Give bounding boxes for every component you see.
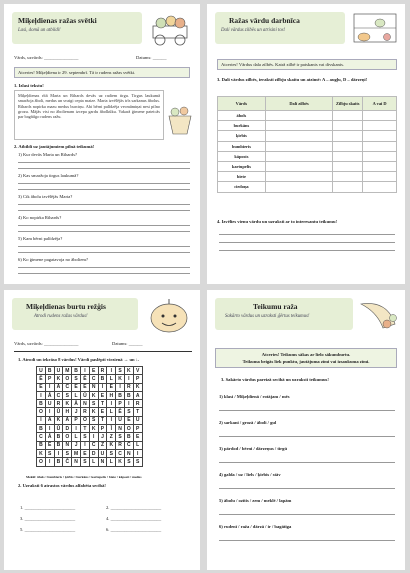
grid-cell[interactable]: I	[80, 367, 89, 375]
answer-line[interactable]	[18, 168, 190, 169]
grid-cell[interactable]: I	[116, 383, 125, 391]
page-title: Miķeļdienas ražas svētki	[18, 16, 97, 25]
answer-line[interactable]	[219, 540, 395, 541]
grid-cell[interactable]: K	[37, 449, 46, 457]
grid-cell[interactable]: K	[116, 458, 125, 466]
grid-cell[interactable]: E	[89, 367, 98, 375]
syllable-cell[interactable]	[265, 161, 333, 171]
title-banner	[12, 298, 138, 330]
date-field[interactable]: Datums: ______	[112, 341, 143, 346]
answer-line[interactable]	[219, 410, 395, 411]
answer-line[interactable]	[18, 183, 190, 184]
sentence-item: 2) sarkani / grozā / āboli / gul	[219, 420, 277, 425]
count-cell[interactable]	[333, 172, 363, 182]
grid-cell[interactable]: I	[124, 400, 133, 408]
grid-cell[interactable]: I	[124, 375, 133, 383]
grid-cell[interactable]: U	[45, 400, 54, 408]
grid-cell[interactable]: Ē	[45, 441, 54, 449]
worksheet-page-3	[4, 290, 200, 570]
grid-cell[interactable]: N	[124, 449, 133, 457]
answer-slot[interactable]: 3. ______________________	[20, 516, 76, 521]
grid-cell[interactable]: C	[89, 441, 98, 449]
grid-cell[interactable]: Z	[107, 433, 116, 441]
pumpkin-shelf-illustration	[350, 8, 400, 48]
grid-cell[interactable]: P	[133, 375, 142, 383]
answer-slot[interactable]: 6. ______________________	[106, 527, 162, 532]
grid-cell[interactable]: U	[116, 416, 125, 424]
grid-cell[interactable]: I	[107, 367, 116, 375]
task-3-heading: 3. Sakārto vārdus pareizā secībā un uzraksti teikumus!	[221, 377, 329, 382]
grid-cell[interactable]: O	[37, 458, 46, 466]
grid-cell[interactable]: Č	[63, 458, 72, 466]
count-cell[interactable]	[333, 151, 363, 161]
syllable-cell[interactable]	[265, 151, 333, 161]
task-1-heading: 1. Atrodi un iekrāso 8 vārdus! Vārdi paslēpti virzienā → un ↓.	[18, 357, 140, 362]
grid-cell[interactable]: I	[72, 425, 81, 433]
answer-line[interactable]	[18, 231, 190, 232]
notice-box	[217, 59, 397, 70]
notice-text: Atceries! Miķeļdiena ir 29. septembrī. Tā ir rudens ražas svētki.	[18, 70, 136, 75]
type-cell[interactable]	[363, 141, 397, 151]
grid-cell[interactable]: A	[45, 416, 54, 424]
word-cell: kartupelis	[218, 161, 266, 171]
grid-cell[interactable]: B	[116, 391, 125, 399]
answer-slot[interactable]: 2. ______________________	[106, 505, 162, 510]
grid-cell[interactable]: Ē	[116, 408, 125, 416]
grid-cell[interactable]: Ū	[54, 408, 63, 416]
grid-cell[interactable]: L	[133, 441, 142, 449]
syllable-cell[interactable]	[265, 121, 333, 131]
worksheet-page-4	[207, 290, 405, 570]
grid-cell[interactable]: S	[89, 416, 98, 424]
grid-cell[interactable]: R	[98, 367, 107, 375]
answer-line[interactable]	[18, 273, 190, 274]
grid-cell[interactable]: I	[45, 458, 54, 466]
grid-cell[interactable]: C	[37, 433, 46, 441]
table-row	[218, 182, 397, 192]
grid-cell[interactable]: K	[89, 425, 98, 433]
name-field[interactable]: Vārds, uzvārds: _______________	[14, 55, 79, 60]
grid-cell[interactable]: L	[107, 375, 116, 383]
grid-cell[interactable]: O	[63, 375, 72, 383]
answer-line[interactable]	[18, 204, 190, 205]
grid-row	[37, 400, 143, 408]
grid-cell[interactable]: E	[80, 383, 89, 391]
grid-cell[interactable]: S	[45, 449, 54, 457]
notice-line-2: Teikuma beigās liek punktu, jautājuma zīmi vai izsaukuma zīmi.	[242, 359, 370, 364]
grid-cell[interactable]: B	[45, 367, 54, 375]
grid-cell[interactable]: I	[80, 441, 89, 449]
answer-line[interactable]	[219, 514, 395, 515]
grid-cell[interactable]: B	[72, 367, 81, 375]
grid-cell[interactable]: B	[124, 433, 133, 441]
type-cell[interactable]	[363, 182, 397, 192]
grid-cell[interactable]: R	[54, 400, 63, 408]
grid-cell[interactable]: K	[107, 441, 116, 449]
grid-cell[interactable]: I	[107, 416, 116, 424]
grid-row	[37, 367, 143, 375]
sentence-item: 1) klasi / Miķeļdienā / rotājam / mēs	[219, 394, 290, 399]
answer-line[interactable]	[18, 189, 190, 190]
column-header: Zilbju skaits	[333, 97, 363, 111]
sentence-item: 5) ābolu / ozītis / zem / meklē / lapām	[219, 498, 292, 503]
grid-cell[interactable]: K	[133, 383, 142, 391]
grid-cell[interactable]: K	[124, 367, 133, 375]
question-1: 1) Kur devās Marta un Rihards?	[18, 152, 78, 157]
table-row	[218, 121, 397, 131]
grid-cell[interactable]: O	[37, 408, 46, 416]
grid-cell[interactable]: B	[54, 458, 63, 466]
syllable-cell[interactable]	[265, 111, 333, 121]
page-subtitle: Lasi, domā un atbildi!	[18, 28, 61, 33]
grid-cell[interactable]: B	[54, 433, 63, 441]
type-cell[interactable]	[363, 121, 397, 131]
count-cell[interactable]	[333, 182, 363, 192]
grid-cell[interactable]: Ē	[80, 375, 89, 383]
grid-cell[interactable]: S	[80, 458, 89, 466]
grid-cell[interactable]: U	[98, 449, 107, 457]
grid-cell[interactable]: I	[107, 400, 116, 408]
grid-cell[interactable]: N	[116, 425, 125, 433]
grid-cell[interactable]: D	[89, 449, 98, 457]
page-title: Ražas vārdu darbnīca	[229, 16, 300, 25]
sentence-item: 3) pārdod / bērni / dārzeņus / tirgū	[219, 446, 288, 451]
grid-cell[interactable]: R	[133, 400, 142, 408]
count-cell[interactable]	[333, 121, 363, 131]
word-cell: burkāns	[218, 121, 266, 131]
letter-grid	[36, 366, 143, 467]
grid-row	[37, 425, 143, 433]
syllable-cell[interactable]	[265, 131, 333, 141]
cornucopia-illustration	[357, 294, 401, 334]
grid-cell[interactable]: L	[107, 458, 116, 466]
answer-line[interactable]	[219, 436, 395, 437]
grid-cell[interactable]: L	[107, 408, 116, 416]
word-bank: Meklē: ābols • bumbieris • ķirbis • burkāns • kartupelis • biete • kāposti • medus	[26, 475, 142, 479]
notice-box	[215, 348, 397, 368]
table-row	[218, 161, 397, 171]
grid-cell[interactable]: C	[89, 375, 98, 383]
word-cell: kāposts	[218, 151, 266, 161]
grid-cell[interactable]: B	[37, 425, 46, 433]
grid-cell[interactable]: Ā	[72, 400, 81, 408]
syllable-table	[217, 96, 397, 193]
grid-cell[interactable]: O	[124, 425, 133, 433]
grid-cell[interactable]: P	[116, 400, 125, 408]
grid-row	[37, 383, 143, 391]
grid-cell[interactable]: K	[54, 416, 63, 424]
date-field[interactable]: Datums: ______	[136, 55, 167, 60]
word-cell: ciedoņa	[218, 182, 266, 192]
answer-line[interactable]	[219, 488, 395, 489]
grid-cell[interactable]: S	[107, 449, 116, 457]
question-3: 3) Cik ābolu izvēlējās Marta?	[18, 194, 73, 199]
table-row	[218, 131, 397, 141]
grid-cell[interactable]: K	[63, 400, 72, 408]
grid-cell[interactable]: J	[72, 441, 81, 449]
task-2-heading: 2. Atbildi uz jautājumiem pilnā teikumā!	[14, 144, 95, 149]
grid-cell[interactable]: E	[133, 433, 142, 441]
grid-cell[interactable]: E	[98, 408, 107, 416]
page-subtitle: Sakārto vārdus un uzraksti ģērtus teikumus!	[225, 314, 310, 319]
grid-cell[interactable]: N	[80, 400, 89, 408]
grid-cell[interactable]: I	[45, 408, 54, 416]
type-cell[interactable]	[363, 151, 397, 161]
grid-cell[interactable]: P	[133, 425, 142, 433]
grid-row	[37, 433, 143, 441]
grid-cell[interactable]: J	[72, 408, 81, 416]
grid-cell[interactable]: B	[124, 391, 133, 399]
grid-cell[interactable]: M	[72, 449, 81, 457]
grid-cell[interactable]: E	[37, 383, 46, 391]
grid-cell[interactable]: J	[98, 433, 107, 441]
grid-cell[interactable]: I	[54, 449, 63, 457]
notice-text: Atceries! Vārdus dala zilbēs. Katrā zilbē ir patskanis vai divskanis.	[221, 62, 345, 67]
answer-line[interactable]	[219, 234, 395, 235]
page-title: Teikumu raža	[253, 302, 298, 311]
grid-cell[interactable]: Č	[124, 441, 133, 449]
worksheet-page-1	[4, 4, 200, 284]
grid-cell[interactable]: U	[133, 416, 142, 424]
grid-cell[interactable]: E	[98, 391, 107, 399]
grid-cell[interactable]: M	[63, 367, 72, 375]
grid-cell[interactable]: I	[37, 391, 46, 399]
story-text: Miķeļdienas rītā Marta un Rihards devās uz radiem tirgu. Tirgus laukumā smaržoja āboli, medus un svaigi cepta maize. Marta izvēlējās trīs sarkanus ābolus. Rihards nopirka mazu medus burciņu. Abi bērni palīdzēja vecmāmiņai nest pilno grozu. Mājās visi no ābolienam izcepa gardu ābolkūku. Vakarā ģimene pateicās par bagātīgo rudens ražu.	[14, 90, 164, 140]
grid-cell[interactable]: Ā	[45, 433, 54, 441]
grid-cell[interactable]: E	[72, 383, 81, 391]
grid-cell[interactable]: L	[89, 458, 98, 466]
grid-cell[interactable]: S	[133, 458, 142, 466]
grid-cell[interactable]: Ē	[37, 375, 46, 383]
grid-cell[interactable]: R	[116, 441, 125, 449]
grid-cell[interactable]: R	[80, 408, 89, 416]
grid-cell[interactable]: A	[63, 416, 72, 424]
question-6: 6) Ko ģimene pagatavoja no āboliem?	[18, 257, 89, 262]
answer-slot[interactable]: 1. ______________________	[20, 505, 76, 510]
grid-cell[interactable]: E	[124, 416, 133, 424]
syllable-cell[interactable]	[265, 182, 333, 192]
grid-cell[interactable]: T	[98, 400, 107, 408]
grid-cell[interactable]: B	[98, 375, 107, 383]
pumpkin-character-illustration	[142, 294, 196, 336]
grid-cell[interactable]: I	[37, 416, 46, 424]
grid-cell[interactable]: O	[80, 416, 89, 424]
grid-cell[interactable]: K	[89, 408, 98, 416]
grid-cell[interactable]: Ī	[107, 425, 116, 433]
word-cell: ābols	[218, 111, 266, 121]
grid-cell[interactable]: P	[98, 425, 107, 433]
grid-cell[interactable]: Ū	[54, 425, 63, 433]
task-4-heading: 4. Izvēlies vienu vārdu un uzraksti ar to interesantu teikumu!	[217, 219, 338, 224]
grid-cell[interactable]: D	[63, 425, 72, 433]
word-cell: bumbieris	[218, 141, 266, 151]
grid-row	[37, 416, 143, 424]
answer-slot[interactable]: 4. ______________________	[106, 516, 162, 521]
grid-cell[interactable]: I	[89, 433, 98, 441]
harvest-wagon-illustration	[147, 8, 195, 48]
grid-cell[interactable]: H	[107, 391, 116, 399]
column-header: Vārds	[218, 97, 266, 111]
type-cell[interactable]	[363, 172, 397, 182]
count-cell[interactable]	[333, 161, 363, 171]
grid-cell[interactable]: S	[63, 449, 72, 457]
grid-cell[interactable]: N	[89, 383, 98, 391]
count-cell[interactable]	[333, 131, 363, 141]
column-header: Dalī zilbēs	[265, 97, 333, 111]
grid-cell[interactable]: B	[37, 400, 46, 408]
sentence-item: 6) rudenī / raža / dārzā / ir / bagātīga	[219, 524, 292, 529]
grid-cell[interactable]: I	[133, 449, 142, 457]
table-row	[218, 151, 397, 161]
grid-cell[interactable]: Z	[98, 441, 107, 449]
grid-row	[37, 449, 143, 457]
grid-cell[interactable]: C	[116, 449, 125, 457]
grid-cell[interactable]: P	[72, 416, 81, 424]
question-5: 5) Kam bērni palīdzēja?	[18, 236, 63, 241]
answer-line[interactable]	[219, 250, 395, 251]
grid-row	[37, 408, 143, 416]
count-cell[interactable]	[333, 141, 363, 151]
grid-cell[interactable]: O	[63, 433, 72, 441]
grid-cell[interactable]: A	[133, 391, 142, 399]
syllable-cell[interactable]	[265, 172, 333, 182]
title-banner	[12, 12, 142, 44]
grid-row	[37, 458, 143, 466]
table-row	[218, 172, 397, 182]
task-2-heading: 2. Uzraksti 6 atrastos vārdus alfabēta secībā!	[18, 483, 106, 488]
answer-line[interactable]	[219, 462, 395, 463]
count-cell[interactable]	[333, 111, 363, 121]
grid-cell[interactable]: Ā	[54, 383, 63, 391]
grid-cell[interactable]: Ū	[80, 391, 89, 399]
syllable-cell[interactable]	[265, 141, 333, 151]
answer-line[interactable]	[18, 246, 190, 247]
grid-cell[interactable]: T	[80, 425, 89, 433]
task-3-heading: 3. Dali vārdus zilbēs, ieraksti zilbju skaitu un atzīmē: A – augļu, D – dārzeņi!	[217, 77, 368, 82]
answer-line[interactable]	[18, 252, 190, 253]
grid-cell[interactable]: K	[54, 375, 63, 383]
word-cell: ķirbis	[218, 131, 266, 141]
column-header: A vai D	[363, 97, 397, 111]
grid-cell[interactable]: S	[72, 375, 81, 383]
grid-cell[interactable]: Ā	[45, 391, 54, 399]
grid-cell[interactable]: N	[72, 458, 81, 466]
type-cell[interactable]	[363, 131, 397, 141]
grid-cell[interactable]: N	[63, 441, 72, 449]
fruit-basket-illustration	[166, 90, 194, 140]
grid-cell[interactable]: K	[89, 391, 98, 399]
grid-cell[interactable]: U	[54, 367, 63, 375]
page-subtitle: Dali vārdus zilbēs un atrisini tos!	[221, 28, 286, 33]
grid-cell[interactable]: T	[133, 408, 142, 416]
type-cell[interactable]	[363, 161, 397, 171]
grid-cell[interactable]: I	[45, 425, 54, 433]
sentence-item: 4) galda / uz / liels / ķirbis / stāv	[219, 472, 281, 477]
grid-cell[interactable]: S	[63, 391, 72, 399]
grid-cell[interactable]: U	[37, 367, 46, 375]
title-banner	[215, 12, 345, 44]
task-1-heading: 1. Izlasi tekstu!	[14, 83, 44, 88]
grid-cell[interactable]: Ē	[107, 383, 116, 391]
worksheet-page-2	[207, 4, 405, 284]
grid-cell[interactable]: S	[80, 433, 89, 441]
answer-line[interactable]	[18, 267, 190, 268]
question-4: 4) Ko nopirka Rihards?	[18, 215, 62, 220]
grid-cell[interactable]: I	[98, 383, 107, 391]
answer-line[interactable]	[18, 225, 190, 226]
answer-line[interactable]	[18, 162, 190, 163]
grid-cell[interactable]: N	[98, 458, 107, 466]
grid-cell[interactable]: S	[124, 408, 133, 416]
grid-cell[interactable]: L	[72, 391, 81, 399]
divider	[14, 351, 192, 352]
grid-cell[interactable]: E	[80, 449, 89, 457]
grid-row	[37, 441, 143, 449]
grid-cell[interactable]: V	[133, 367, 142, 375]
answer-line[interactable]	[18, 210, 190, 211]
grid-row	[37, 375, 143, 383]
grid-cell[interactable]: T	[98, 416, 107, 424]
notice-box	[14, 67, 190, 78]
page-subtitle: Atrodi rudens ražas vārdus!	[34, 314, 88, 319]
grid-cell[interactable]: R	[124, 383, 133, 391]
grid-cell[interactable]: C	[63, 383, 72, 391]
grid-cell[interactable]: S	[124, 458, 133, 466]
grid-cell[interactable]: C	[54, 391, 63, 399]
question-2: 2) Kas smaržoja tirgus laukumā?	[18, 173, 79, 178]
table-row	[218, 141, 397, 151]
grid-cell[interactable]: S	[116, 433, 125, 441]
answer-slot[interactable]: 5. ______________________	[20, 527, 76, 532]
grid-cell[interactable]: S	[89, 400, 98, 408]
name-field[interactable]: Vārds, uzvārds: _______________	[14, 341, 79, 346]
grid-cell[interactable]: K	[116, 375, 125, 383]
grid-cell[interactable]: B	[37, 441, 46, 449]
grid-row	[37, 391, 143, 399]
grid-cell[interactable]: H	[63, 408, 72, 416]
word-cell: biete	[218, 172, 266, 182]
grid-cell[interactable]: I	[45, 383, 54, 391]
answer-line[interactable]	[219, 242, 395, 243]
grid-cell[interactable]: P	[45, 375, 54, 383]
grid-cell[interactable]: B	[54, 441, 63, 449]
notice-line-1: Atceries! Teikums sākas ar lielo sākumburtu.	[261, 352, 351, 357]
grid-cell[interactable]: S	[116, 367, 125, 375]
title-banner	[215, 298, 353, 330]
page-title: Miķeļdienas burtu režģis	[26, 302, 106, 311]
grid-cell[interactable]: L	[72, 433, 81, 441]
type-cell[interactable]	[363, 111, 397, 121]
table-row	[218, 111, 397, 121]
